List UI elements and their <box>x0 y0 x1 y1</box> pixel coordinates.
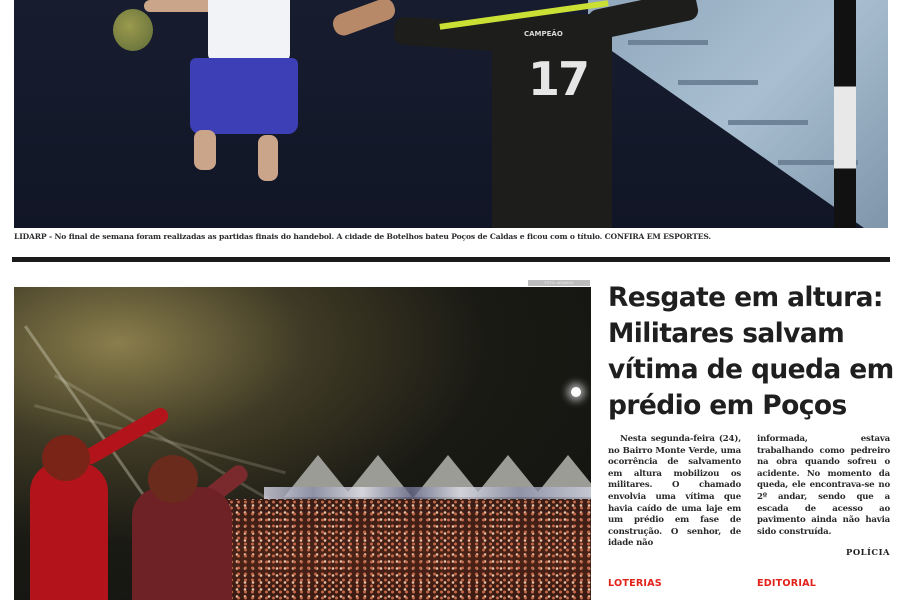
section-divider <box>12 257 890 262</box>
concert-photo <box>14 287 591 600</box>
spotlight <box>571 387 581 397</box>
photo-credit: FOTO: ARQUIVO <box>528 280 590 286</box>
jersey-text: CAMPEÃO <box>524 30 563 38</box>
singer-red <box>30 462 108 600</box>
caption-lead: LIDARP <box>14 232 47 241</box>
photo-caption <box>14 232 890 242</box>
player-leg <box>194 130 216 170</box>
player-white-shirt <box>208 0 290 62</box>
section-label-editorial[interactable]: EDITORIAL <box>757 578 817 589</box>
article-headline[interactable]: Resgate em altura: Militares salvam vítima de queda em prédio em Poços <box>608 282 894 421</box>
article-column-2: informada, estava trabalhando como pedreiro na obra quando sofreu o acidente. No momento da queda, ele encontrava-se no 2º andar, sendo que a escada de acesso ao pavimento ainda não havia sido construída. <box>757 434 890 537</box>
handball-ball <box>113 9 153 51</box>
player-blue-shorts <box>190 58 298 134</box>
caption-cta[interactable]: CONFIRA EM ESPORTES. <box>604 232 711 241</box>
caption-text: - No final de semana foram realizadas as partidas finais do handebol. A cidade de Botelhos bateu Poços de Caldas e ficou com o título. <box>46 232 605 241</box>
goalpost <box>834 0 856 228</box>
jersey-number: 17 <box>528 52 589 106</box>
singer-head <box>42 435 90 481</box>
singer-maroon <box>132 487 232 600</box>
article-section-tag: POLÍCIA <box>846 547 890 557</box>
crowd <box>214 499 591 600</box>
section-label-loterias[interactable]: LOTERIAS <box>608 578 662 589</box>
player-leg <box>258 135 278 181</box>
goalkeeper-body <box>492 14 612 228</box>
singer-head <box>148 455 198 503</box>
player-arm <box>144 0 216 12</box>
handball-photo <box>14 0 888 228</box>
article-column-1: Nesta segunda-feira (24), no Bairro Monte Verde, uma ocorrência de salvamento em altura mobilizou os militares. O chamado envolvia uma vítima que havia caído de uma laje em um prédio em fase de construção. O senhor, de idade não <box>608 434 741 549</box>
